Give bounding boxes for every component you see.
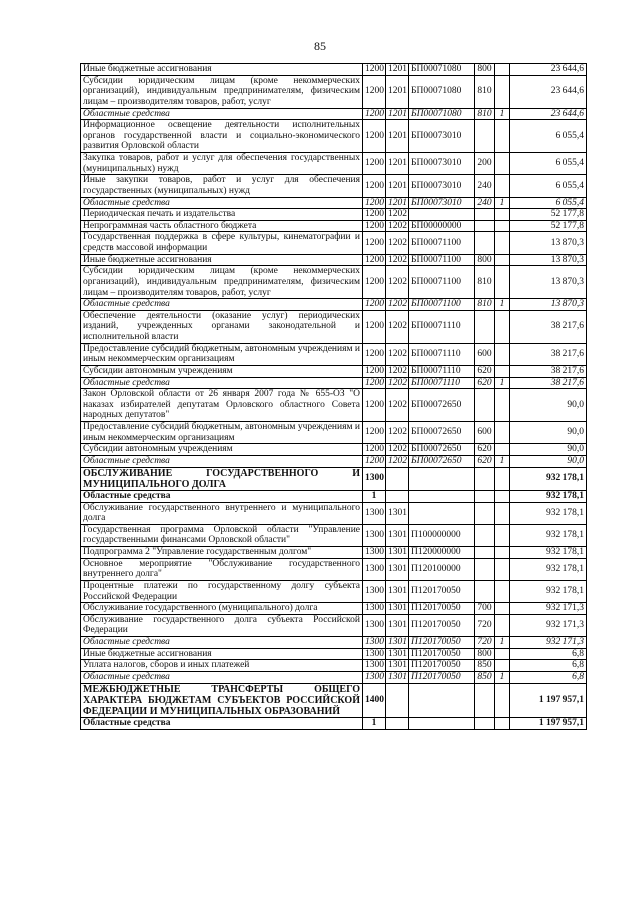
amount: 6,8 <box>510 671 587 683</box>
table-row <box>81 153 587 175</box>
section-code: 1200 <box>363 455 386 467</box>
subsection-code: 1201 <box>386 120 409 153</box>
expense-type-code: 620 <box>475 444 495 456</box>
expense-type-code: 720 <box>475 637 495 649</box>
target-article-code: БП00073010 <box>409 175 475 197</box>
section-code: 1200 <box>363 175 386 197</box>
table-row <box>81 637 587 649</box>
subsection-code: 1202 <box>386 377 409 389</box>
target-article-code: БП00071100 <box>409 254 475 266</box>
target-article-code: БП00000000 <box>409 220 475 232</box>
target-article-code: БП00071100 <box>409 266 475 299</box>
target-article-code <box>409 467 475 490</box>
target-article-code <box>409 502 475 524</box>
row-name: Областные средства <box>81 490 363 502</box>
expense-type-code <box>475 718 495 730</box>
section-code: 1300 <box>363 671 386 683</box>
table-row <box>81 444 587 456</box>
section-code: 1200 <box>363 209 386 221</box>
section-code: 1300 <box>363 637 386 649</box>
table-row <box>81 580 587 602</box>
subsection-code: 1301 <box>386 502 409 524</box>
funding-source-code <box>495 502 510 524</box>
target-article-code: БП00071100 <box>409 299 475 311</box>
row-name: Закон Орловской области от 26 января 2007 года № 655-ОЗ "О наказах избирателей депутатам Орловского областного Совета народных депутатов" <box>81 389 363 422</box>
funding-source-code <box>495 220 510 232</box>
amount: 6 055,4 <box>510 153 587 175</box>
subsection-code: 1301 <box>386 671 409 683</box>
expense-type-code <box>475 467 495 490</box>
row-name: Субсидии автономным учреждениям <box>81 444 363 456</box>
amount: 90,0 <box>510 444 587 456</box>
row-name: Областные средства <box>81 108 363 120</box>
expense-type-code: 620 <box>475 365 495 377</box>
expense-type-code <box>475 220 495 232</box>
target-article-code: П120100000 <box>409 558 475 580</box>
expense-type-code <box>475 547 495 559</box>
table-row <box>81 220 587 232</box>
target-article-code: П120000000 <box>409 547 475 559</box>
funding-source-code: 1 <box>495 197 510 209</box>
amount: 13 870,3 <box>510 232 587 254</box>
target-article-code <box>409 209 475 221</box>
section-code: 1300 <box>363 558 386 580</box>
section-code: 1200 <box>363 299 386 311</box>
funding-source-code <box>495 120 510 153</box>
amount: 6 055,4 <box>510 175 587 197</box>
subsection-code <box>386 683 409 718</box>
table-row <box>81 614 587 636</box>
row-name: Субсидии юридическим лицам (кроме некоммерческих организаций), индивидуальным предпринимателям, физическим лицам – производителям товаров, работ, услуг <box>81 75 363 108</box>
expense-type-code <box>475 490 495 502</box>
funding-source-code <box>495 254 510 266</box>
target-article-code: БП00073010 <box>409 197 475 209</box>
target-article-code: П120170050 <box>409 580 475 602</box>
amount: 6,8 <box>510 648 587 660</box>
expense-type-code: 800 <box>475 64 495 76</box>
section-code: 1300 <box>363 524 386 546</box>
section-code: 1200 <box>363 310 386 343</box>
expense-type-code: 850 <box>475 671 495 683</box>
amount: 932 178,1 <box>510 467 587 490</box>
funding-source-code <box>495 547 510 559</box>
target-article-code: П120170050 <box>409 660 475 672</box>
funding-source-code: 1 <box>495 671 510 683</box>
table-row <box>81 266 587 299</box>
target-article-code: БП00072650 <box>409 422 475 444</box>
section-code: 1200 <box>363 254 386 266</box>
table-row <box>81 377 587 389</box>
row-name: Областные средства <box>81 637 363 649</box>
funding-source-code <box>495 580 510 602</box>
section-code: 1200 <box>363 153 386 175</box>
table-row <box>81 343 587 365</box>
table-row <box>81 64 587 76</box>
row-name: Субсидии юридическим лицам (кроме некоммерческих организаций), индивидуальным предпринимателям, физическим лицам – производителям товаров, работ, услуг <box>81 266 363 299</box>
subsection-code: 1202 <box>386 209 409 221</box>
expense-type-code <box>475 580 495 602</box>
expense-type-code <box>475 683 495 718</box>
funding-source-code <box>495 614 510 636</box>
target-article-code: БП00072650 <box>409 444 475 456</box>
row-name: Обслуживание государственного долга субъекта Российской Федерации <box>81 614 363 636</box>
target-article-code: БП00071110 <box>409 365 475 377</box>
subsection-code <box>386 718 409 730</box>
section-code: 1 <box>363 718 386 730</box>
subsection-code: 1301 <box>386 580 409 602</box>
table-row <box>81 310 587 343</box>
funding-source-code <box>495 422 510 444</box>
funding-source-code <box>495 467 510 490</box>
row-name: Областные средства <box>81 718 363 730</box>
row-name: Уплата налогов, сборов и иных платежей <box>81 660 363 672</box>
amount: 932 178,1 <box>510 558 587 580</box>
subsection-code: 1301 <box>386 524 409 546</box>
subsection-code: 1202 <box>386 299 409 311</box>
row-name: Государственная программа Орловской области "Управление государственными финансами Орловской области" <box>81 524 363 546</box>
amount: 52 177,8 <box>510 209 587 221</box>
funding-source-code: 1 <box>495 455 510 467</box>
target-article-code: БП00072650 <box>409 455 475 467</box>
section-code: 1200 <box>363 75 386 108</box>
section-code: 1200 <box>363 444 386 456</box>
amount: 23 644,6 <box>510 64 587 76</box>
expense-type-code: 800 <box>475 648 495 660</box>
section-code: 1300 <box>363 467 386 490</box>
table-row <box>81 455 587 467</box>
target-article-code: П120170050 <box>409 637 475 649</box>
expense-type-code: 200 <box>475 153 495 175</box>
expense-type-code: 810 <box>475 299 495 311</box>
funding-source-code <box>495 683 510 718</box>
subsection-code: 1201 <box>386 197 409 209</box>
section-code: 1300 <box>363 648 386 660</box>
funding-source-code <box>495 232 510 254</box>
funding-source-code <box>495 444 510 456</box>
row-name: Обслуживание государственного внутреннего и муниципального долга <box>81 502 363 524</box>
target-article-code <box>409 718 475 730</box>
expense-type-code: 700 <box>475 603 495 615</box>
expense-type-code <box>475 120 495 153</box>
expense-type-code: 720 <box>475 614 495 636</box>
funding-source-code <box>495 718 510 730</box>
section-code: 1200 <box>363 389 386 422</box>
row-name: Областные средства <box>81 671 363 683</box>
subsection-code: 1202 <box>386 455 409 467</box>
funding-source-code <box>495 660 510 672</box>
subsection-code: 1202 <box>386 365 409 377</box>
table-row <box>81 660 587 672</box>
expense-type-code: 850 <box>475 660 495 672</box>
row-name: Государственная поддержка в сфере культуры, кинематографии и средств массовой информации <box>81 232 363 254</box>
amount: 932 178,1 <box>510 502 587 524</box>
target-article-code: П120170050 <box>409 614 475 636</box>
subsection-code: 1201 <box>386 153 409 175</box>
target-article-code <box>409 683 475 718</box>
funding-source-code <box>495 524 510 546</box>
amount: 90,0 <box>510 422 587 444</box>
row-name: Иные бюджетные ассигнования <box>81 64 363 76</box>
table-row <box>81 490 587 502</box>
expense-type-code: 810 <box>475 75 495 108</box>
amount: 23 644,6 <box>510 75 587 108</box>
table-row <box>81 232 587 254</box>
table-row <box>81 254 587 266</box>
section-code: 1200 <box>363 343 386 365</box>
funding-source-code <box>495 558 510 580</box>
target-article-code <box>409 490 475 502</box>
funding-source-code <box>495 389 510 422</box>
row-name: Областные средства <box>81 377 363 389</box>
funding-source-code <box>495 490 510 502</box>
target-article-code: БП00073010 <box>409 120 475 153</box>
section-code: 1300 <box>363 547 386 559</box>
section-code: 1300 <box>363 502 386 524</box>
amount: 23 644,6 <box>510 108 587 120</box>
row-name: Иные закупки товаров, работ и услуг для обеспечения государственных (муниципальных) нужд <box>81 175 363 197</box>
expense-type-code: 810 <box>475 266 495 299</box>
table-row <box>81 603 587 615</box>
amount: 38 217,6 <box>510 365 587 377</box>
subsection-code: 1201 <box>386 75 409 108</box>
row-name: Непрограммная часть областного бюджета <box>81 220 363 232</box>
section-code: 1300 <box>363 580 386 602</box>
funding-source-code: 1 <box>495 377 510 389</box>
table-row <box>81 422 587 444</box>
amount: 6,8 <box>510 660 587 672</box>
expense-type-code: 810 <box>475 108 495 120</box>
row-name: Основное мероприятие "Обслуживание государственного внутреннего долга" <box>81 558 363 580</box>
subsection-code: 1301 <box>386 558 409 580</box>
target-article-code: П100000000 <box>409 524 475 546</box>
expense-type-code <box>475 502 495 524</box>
subsection-code: 1202 <box>386 254 409 266</box>
amount: 13 870,3 <box>510 266 587 299</box>
section-code: 1200 <box>363 220 386 232</box>
table-row <box>81 120 587 153</box>
funding-source-code <box>495 153 510 175</box>
amount: 932 171,3 <box>510 603 587 615</box>
funding-source-code <box>495 365 510 377</box>
funding-source-code <box>495 175 510 197</box>
target-article-code: БП00072650 <box>409 389 475 422</box>
funding-source-code: 1 <box>495 108 510 120</box>
row-name: Закупка товаров, работ и услуг для обеспечения государственных (муниципальных) нужд <box>81 153 363 175</box>
table-row <box>81 197 587 209</box>
amount: 1 197 957,1 <box>510 683 587 718</box>
expense-type-code: 240 <box>475 197 495 209</box>
table-row <box>81 365 587 377</box>
amount: 38 217,6 <box>510 343 587 365</box>
target-article-code: БП00071110 <box>409 343 475 365</box>
expense-type-code: 800 <box>475 254 495 266</box>
section-code: 1400 <box>363 683 386 718</box>
expense-type-code <box>475 209 495 221</box>
section-code: 1200 <box>363 266 386 299</box>
amount: 932 171,3 <box>510 614 587 636</box>
subsection-code: 1202 <box>386 444 409 456</box>
amount: 13 870,3 <box>510 254 587 266</box>
subsection-code: 1202 <box>386 266 409 299</box>
subsection-code: 1201 <box>386 175 409 197</box>
target-article-code: БП00071100 <box>409 232 475 254</box>
table-row <box>81 75 587 108</box>
funding-source-code <box>495 603 510 615</box>
target-article-code: БП00071080 <box>409 108 475 120</box>
funding-source-code: 1 <box>495 299 510 311</box>
target-article-code: БП00073010 <box>409 153 475 175</box>
row-name: Периодическая печать и издательства <box>81 209 363 221</box>
amount: 38 217,6 <box>510 310 587 343</box>
funding-source-code: 1 <box>495 637 510 649</box>
amount: 932 171,3 <box>510 637 587 649</box>
table-row <box>81 558 587 580</box>
section-code: 1200 <box>363 197 386 209</box>
amount: 932 178,1 <box>510 524 587 546</box>
subsection-code: 1202 <box>386 422 409 444</box>
subsection-code: 1301 <box>386 547 409 559</box>
amount: 932 178,1 <box>510 490 587 502</box>
expense-type-code: 620 <box>475 455 495 467</box>
row-name: Областные средства <box>81 455 363 467</box>
subsection-code <box>386 490 409 502</box>
page-number: 85 <box>314 39 326 53</box>
target-article-code: П120170050 <box>409 671 475 683</box>
section-code: 1200 <box>363 108 386 120</box>
table-row <box>81 718 587 730</box>
funding-source-code <box>495 343 510 365</box>
target-article-code: БП00071110 <box>409 377 475 389</box>
row-name: Процентные платежи по государственному долгу субъекта Российской Федерации <box>81 580 363 602</box>
target-article-code: П120170050 <box>409 648 475 660</box>
budget-table-body <box>81 64 587 730</box>
subsection-code: 1202 <box>386 389 409 422</box>
expense-type-code <box>475 310 495 343</box>
table-row <box>81 671 587 683</box>
section-code: 1 <box>363 490 386 502</box>
amount: 6 055,4 <box>510 197 587 209</box>
table-row <box>81 209 587 221</box>
table-row <box>81 108 587 120</box>
amount: 52 177,8 <box>510 220 587 232</box>
budget-table <box>80 63 587 730</box>
table-row <box>81 175 587 197</box>
subsection-code: 1301 <box>386 637 409 649</box>
subsection-code: 1301 <box>386 614 409 636</box>
expense-type-code <box>475 389 495 422</box>
funding-source-code <box>495 266 510 299</box>
amount: 90,0 <box>510 389 587 422</box>
row-name: Иные бюджетные ассигнования <box>81 254 363 266</box>
row-name: Информационное освещение деятельности исполнительных органов государственной власти и социально-экономического развития Орловской области <box>81 120 363 153</box>
table-row <box>81 299 587 311</box>
table-row <box>81 547 587 559</box>
target-article-code: БП00071080 <box>409 64 475 76</box>
subsection-code <box>386 467 409 490</box>
target-article-code: БП00071080 <box>409 75 475 108</box>
section-code: 1200 <box>363 232 386 254</box>
row-name: Иные бюджетные ассигнования <box>81 648 363 660</box>
table-row <box>81 683 587 718</box>
subsection-code: 1202 <box>386 232 409 254</box>
section-code: 1300 <box>363 660 386 672</box>
funding-source-code <box>495 64 510 76</box>
row-name: Обеспечение деятельности (оказание услуг) периодических изданий, учрежденных органами законодательной и исполнительной власти <box>81 310 363 343</box>
expense-type-code: 600 <box>475 422 495 444</box>
table-row <box>81 648 587 660</box>
funding-source-code <box>495 209 510 221</box>
amount: 6 055,4 <box>510 120 587 153</box>
row-name: Областные средства <box>81 197 363 209</box>
table-row <box>81 502 587 524</box>
expense-type-code: 600 <box>475 343 495 365</box>
expense-type-code <box>475 524 495 546</box>
row-name: Предоставление субсидий бюджетным, автономным учреждениям и иным некоммерческим организациям <box>81 343 363 365</box>
amount: 932 178,1 <box>510 547 587 559</box>
row-name: Областные средства <box>81 299 363 311</box>
section-code: 1300 <box>363 603 386 615</box>
row-name: Субсидии автономным учреждениям <box>81 365 363 377</box>
subsection-code: 1301 <box>386 603 409 615</box>
table-row <box>81 524 587 546</box>
amount: 38 217,6 <box>510 377 587 389</box>
row-name: Предоставление субсидий бюджетным, автономным учреждениям и иным некоммерческим организациям <box>81 422 363 444</box>
expense-type-code <box>475 558 495 580</box>
section-code: 1200 <box>363 64 386 76</box>
target-article-code: БП00071110 <box>409 310 475 343</box>
amount: 13 870,3 <box>510 299 587 311</box>
subsection-code: 1301 <box>386 648 409 660</box>
expense-type-code <box>475 232 495 254</box>
expense-type-code: 240 <box>475 175 495 197</box>
subsection-code: 1201 <box>386 108 409 120</box>
section-code: 1200 <box>363 365 386 377</box>
expense-type-code: 620 <box>475 377 495 389</box>
section-code: 1200 <box>363 120 386 153</box>
amount: 932 178,1 <box>510 580 587 602</box>
table-row <box>81 467 587 490</box>
table-row <box>81 389 587 422</box>
target-article-code: П120170050 <box>409 603 475 615</box>
section-code: 1300 <box>363 614 386 636</box>
subsection-code: 1202 <box>386 310 409 343</box>
funding-source-code <box>495 648 510 660</box>
row-name: Подпрограмма 2 "Управление государственным долгом" <box>81 547 363 559</box>
amount: 1 197 957,1 <box>510 718 587 730</box>
row-name: ОБСЛУЖИВАНИЕ ГОСУДАРСТВЕННОГО И МУНИЦИПАЛЬНОГО ДОЛГА <box>81 467 363 490</box>
row-name: МЕЖБЮДЖЕТНЫЕ ТРАНСФЕРТЫ ОБЩЕГО ХАРАКТЕРА БЮДЖЕТАМ СУБЪЕКТОВ РОССИЙСКОЙ ФЕДЕРАЦИИ И МУНИЦИПАЛЬНЫХ ОБРАЗОВАНИЙ <box>81 683 363 718</box>
amount: 90,0 <box>510 455 587 467</box>
row-name: Обслуживание государственного (муниципального) долга <box>81 603 363 615</box>
subsection-code: 1201 <box>386 64 409 76</box>
subsection-code: 1301 <box>386 660 409 672</box>
funding-source-code <box>495 310 510 343</box>
section-code: 1200 <box>363 377 386 389</box>
subsection-code: 1202 <box>386 220 409 232</box>
subsection-code: 1202 <box>386 343 409 365</box>
funding-source-code <box>495 75 510 108</box>
section-code: 1200 <box>363 422 386 444</box>
